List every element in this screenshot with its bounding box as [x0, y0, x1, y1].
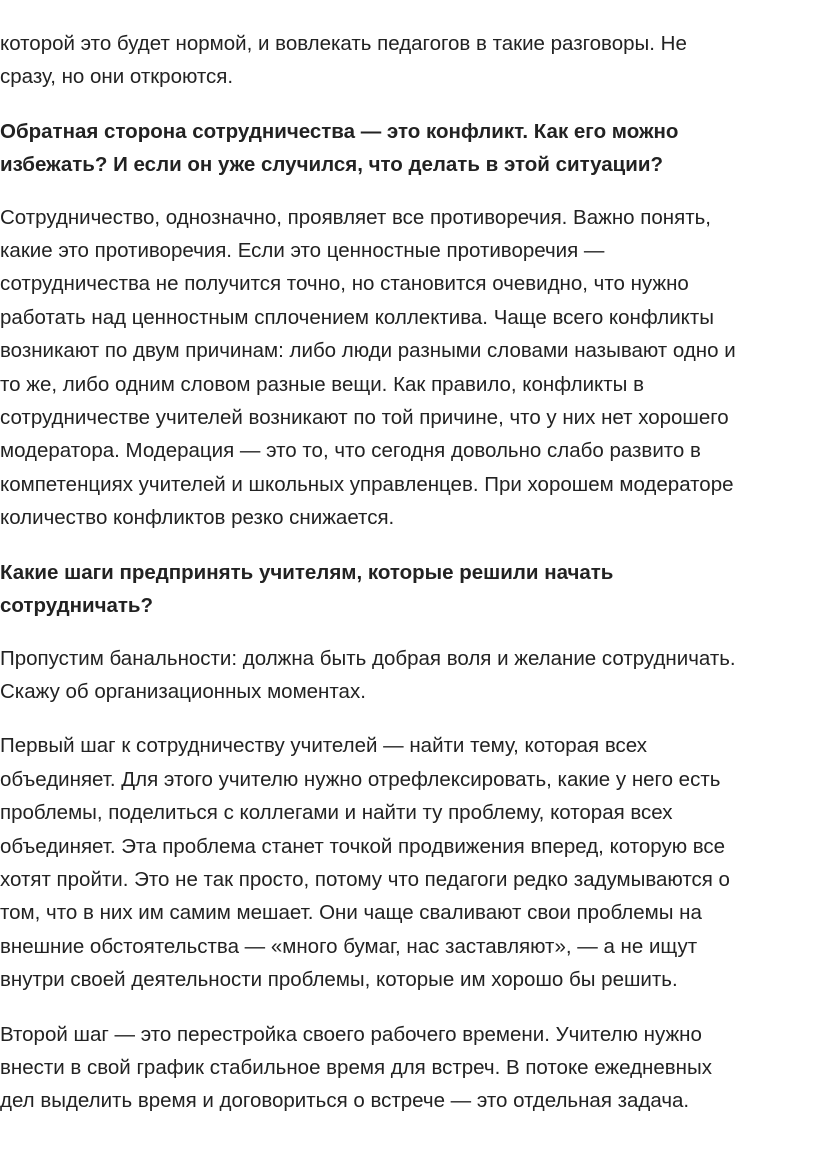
text-line: внутри своей деятельности проблемы, которые им хорошо бы решить. [0, 968, 678, 992]
text-line: хотят пройти. Это не так просто, потому что педагоги редко задумываются о [0, 867, 730, 891]
text-line: возникают по двум причинам: либо люди разными словами называют одно и [0, 339, 736, 363]
text-line: Сотрудничество, однозначно, проявляет все противоречия. Важно понять, [0, 205, 711, 229]
text-line: Второй шаг — это перестройка своего рабочего времени. Учителю нужно [0, 1022, 702, 1046]
text-line: проблемы, поделиться с коллегами и найти ту проблему, которая всех [0, 801, 673, 825]
text-line: которой это будет нормой, и вовлекать педагогов в такие разговоры. Не [0, 32, 687, 55]
text-line: сотрудничества не получится точно, но становится очевидно, что нужно [0, 272, 689, 296]
text-line: объединяет. Для этого учителю нужно отрефлексировать, какие у него есть [0, 767, 721, 791]
paragraph-banalities [0, 642, 816, 709]
text-line: объединяет. Эта проблема станет точкой продвижения вперед, которую все [0, 834, 726, 858]
text-line: сразу, но они откроются. [0, 65, 234, 89]
text-line: компетенциях учителей и школьных управленцев. При хорошем модераторе [0, 472, 734, 496]
text-line: то же, либо одним словом разные вещи. Как правило, конфликты в [0, 372, 644, 396]
paragraph-first-step [0, 729, 816, 996]
paragraph-intro [0, 27, 816, 94]
text-line: внешние обстоятельства — «много бумаг, нас заставляют», — а не ищут [0, 934, 698, 958]
text-line: Скажу об организационных моментах. [0, 679, 366, 703]
heading-line: избежать? И если он уже случился, что делать в этой ситуации? [0, 153, 663, 177]
heading-line: сотрудничать? [0, 594, 154, 618]
text-line: количество конфликтов резко снижается. [0, 506, 395, 530]
text-line: сотрудничестве учителей возникают по той причине, что у них нет хорошего [0, 406, 729, 430]
question-heading-conflict [0, 115, 816, 182]
heading-line: Обратная сторона сотрудничества — это конфликт. Как его можно [0, 119, 679, 143]
text-line: дел выделить время и договориться о встрече — это отдельная задача. [0, 1089, 690, 1113]
paragraph-second-step [0, 1018, 816, 1118]
text-line: внести в свой график стабильное время для встреч. В потоке ежедневных [0, 1055, 712, 1079]
heading-line: Какие шаги предпринять учителям, которые решили начать [0, 560, 614, 584]
text-line: Первый шаг к сотрудничеству учителей — найти тему, которая всех [0, 734, 647, 758]
text-line: модератора. Модерация — это то, что сегодня довольно слабо развито в [0, 439, 701, 463]
text-line: том, что в них им самим мешает. Они чаще сваливают свои проблемы на [0, 901, 702, 925]
text-line: Пропустим банальности: должна быть добрая воля и желание сотрудничать. [0, 646, 736, 670]
text-line: какие это противоречия. Если это ценностные противоречия — [0, 239, 605, 263]
paragraph-answer-conflict [0, 201, 816, 535]
text-line: работать над ценностным сплочением коллектива. Чаще всего конфликты [0, 305, 714, 329]
question-heading-steps [0, 556, 816, 623]
